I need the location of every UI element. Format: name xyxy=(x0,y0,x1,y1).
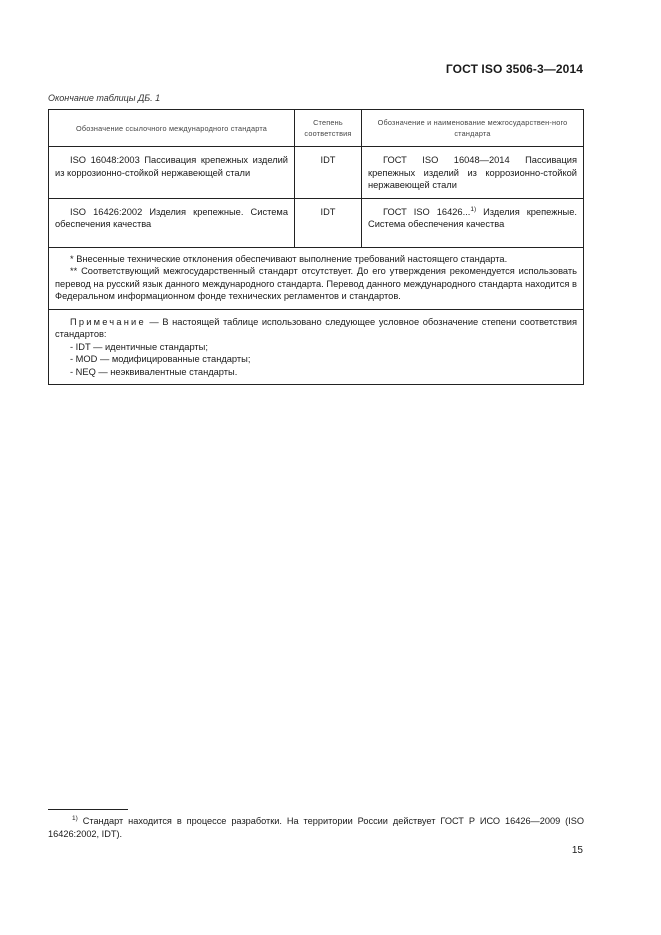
remark-text xyxy=(55,316,577,341)
remark-label: Примечание xyxy=(70,316,146,327)
cell-interstate xyxy=(362,198,584,247)
footnote-text: Стандарт находится в процессе разработки. На территории России действует ГОСТ Р ИСО 16426—2009 (ISO 16426:2002, IDT). xyxy=(48,816,584,839)
table-remark xyxy=(49,309,584,385)
note-deviations: * Внесенные технические отклонения обеспечивают выполнение требований настоящего стандарта. xyxy=(70,253,508,264)
cell-degree: IDT xyxy=(295,147,362,199)
remark-row xyxy=(49,309,584,385)
remark-body: — В настоящей таблице использовано следующее условное обозначение степени соответствия стандартов: xyxy=(55,316,577,339)
note-missing-standard: ** Соответствующий межгосударственный стандарт отсутствует. До его утверждения рекомендуется использовать перевод на русский язык данного международного стандарта. Перевод данного международного стандарта находится в Федеральном информационном фонде технических регламентов и стандартов. xyxy=(55,266,577,301)
table-notes xyxy=(49,247,584,309)
cell-degree: IDT xyxy=(295,198,362,247)
header-international-standard: Обозначение ссылочного международного стандарта xyxy=(49,110,295,147)
footnote-separator xyxy=(48,809,128,810)
cell-international: ISO 16048:2003 Пассивация крепежных изделий из коррозионно-стойкой нержавеющей стали xyxy=(49,147,295,199)
header-degree: Степень соответствия xyxy=(295,110,362,147)
page-number: 15 xyxy=(571,845,583,856)
remark-item: - MOD — модифицированные стандарты; xyxy=(70,354,251,364)
interstate-title: Изделия крепежные. Система обеспечения качества xyxy=(368,206,577,229)
footnote-mark: 1) xyxy=(72,814,78,822)
cell-international: ISO 16426:2002 Изделия крепежные. Система обеспечения качества xyxy=(49,198,295,247)
table-caption: Окончание таблицы ДБ. 1 xyxy=(48,93,161,103)
footnote-ref: 1) xyxy=(470,205,477,213)
table-header-row xyxy=(49,110,584,147)
document-header: ГОСТ ISO 3506-3—2014 xyxy=(445,62,583,76)
table-row xyxy=(49,198,584,247)
interstate-designation: ГОСТ ISO 16426... xyxy=(383,206,471,217)
footnote xyxy=(48,815,584,841)
notes-row xyxy=(49,247,584,309)
references-table xyxy=(48,109,584,385)
table-row xyxy=(49,147,584,199)
remark-item: - NEQ — неэквивалентные стандарты. xyxy=(70,366,238,377)
header-interstate-standard: Обозначение и наименование межгосударствен-ного стандарта xyxy=(362,110,584,147)
remark-item: - IDT — идентичные стандарты; xyxy=(70,341,208,352)
cell-interstate: ГОСТ ISO 16048—2014 Пассивация крепежных изделий из коррозионно-стойкой нержавеющей стали xyxy=(362,147,584,199)
